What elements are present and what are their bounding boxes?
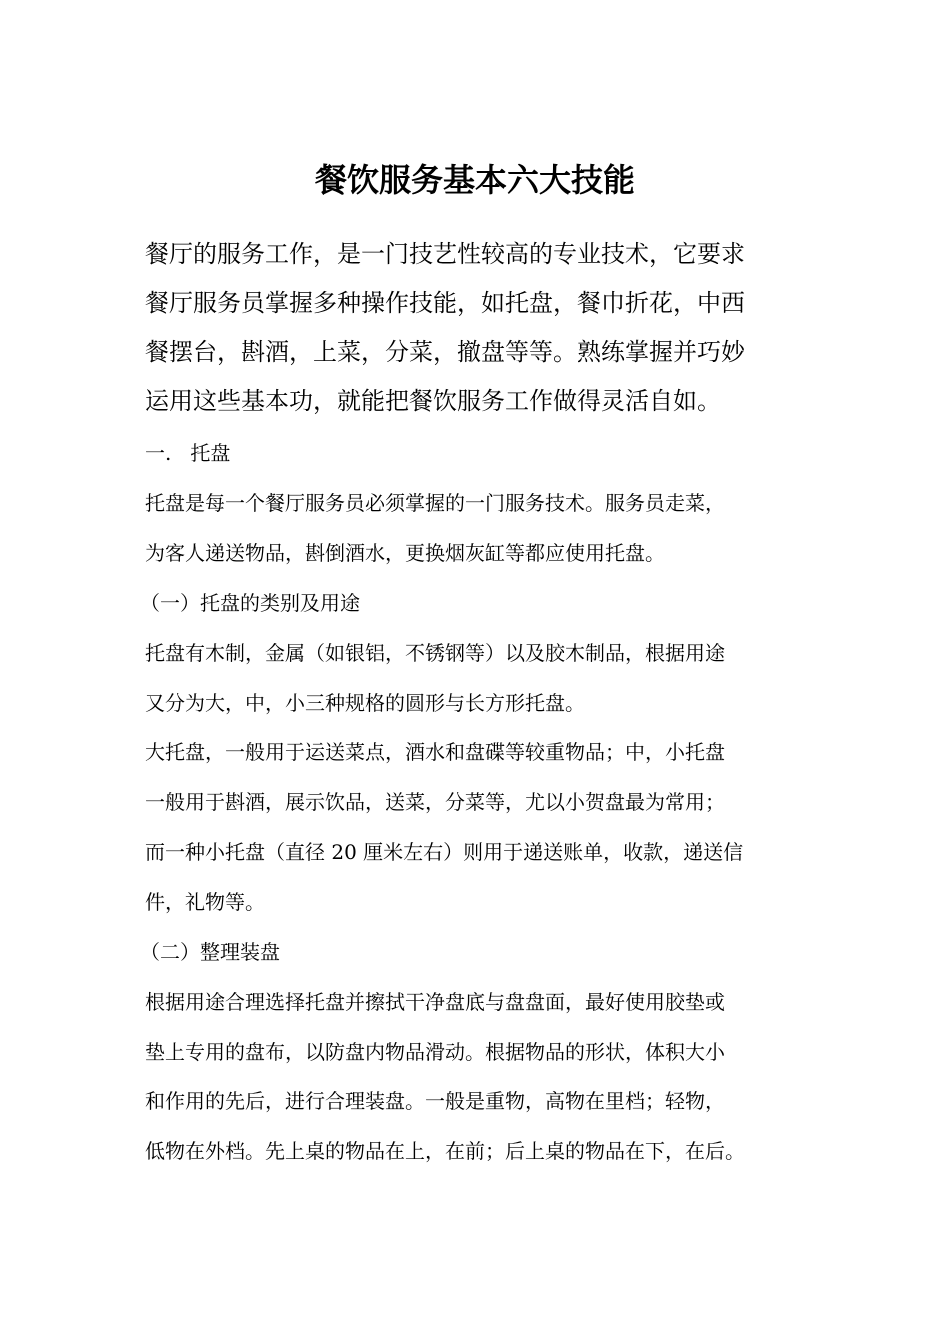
paragraph-line: 大托盘，一般用于运送菜点，酒水和盘碟等较重物品；中，小托盘	[145, 740, 725, 764]
paragraph-line: 为客人递送物品，斟倒酒水，更换烟灰缸等都应使用托盘。	[145, 541, 665, 565]
paragraph-line: 托盘是每一个餐厅服务员必须掌握的一门服务技术。服务员走菜，	[145, 491, 725, 515]
paragraph-line: 件，礼物等。	[145, 890, 265, 914]
paragraph-line: 一般用于斟酒，展示饮品，送菜，分菜等，尤以小贺盘最为常用；	[145, 790, 725, 814]
paragraph-line: 低物在外档。先上桌的物品在上，在前；后上桌的物品在下，在后。	[145, 1139, 745, 1163]
document-title: 餐饮服务基本六大技能	[314, 161, 635, 199]
paragraph-line: 根据用途合理选择托盘并擦拭干净盘底与盘盘面，最好使用胶垫或	[145, 990, 725, 1014]
paragraph-line: 又分为大，中，小三种规格的圆形与长方形托盘。	[145, 691, 585, 715]
subsection-heading: （二）整理装盘	[140, 940, 280, 964]
subsection-heading: （一）托盘的类别及用途	[140, 591, 360, 615]
intro-line: 运用这些基本功，就能把餐饮服务工作做得灵活自如。	[145, 387, 721, 415]
paragraph-line: 垫上专用的盘布，以防盘内物品滑动。根据物品的形状，体积大小	[145, 1040, 725, 1064]
paragraph-line: 而一种小托盘（直径 20 厘米左右）则用于递送账单，收款，递送信	[145, 840, 744, 864]
intro-line: 餐厅服务员掌握多种操作技能，如托盘，餐巾折花，中西	[145, 289, 745, 317]
paragraph-line: 托盘有木制，金属（如银铝，不锈钢等）以及胶木制品，根据用途	[145, 641, 725, 665]
intro-line: 餐厅的服务工作，是一门技艺性较高的专业技术，它要求	[145, 240, 745, 268]
paragraph-line: 和作用的先后，进行合理装盘。一般是重物，高物在里档；轻物，	[145, 1089, 725, 1113]
intro-line: 餐摆台，斟酒，上菜，分菜，撤盘等等。熟练掌握并巧妙	[145, 338, 745, 366]
section-heading: 一. 托盘	[145, 441, 231, 465]
